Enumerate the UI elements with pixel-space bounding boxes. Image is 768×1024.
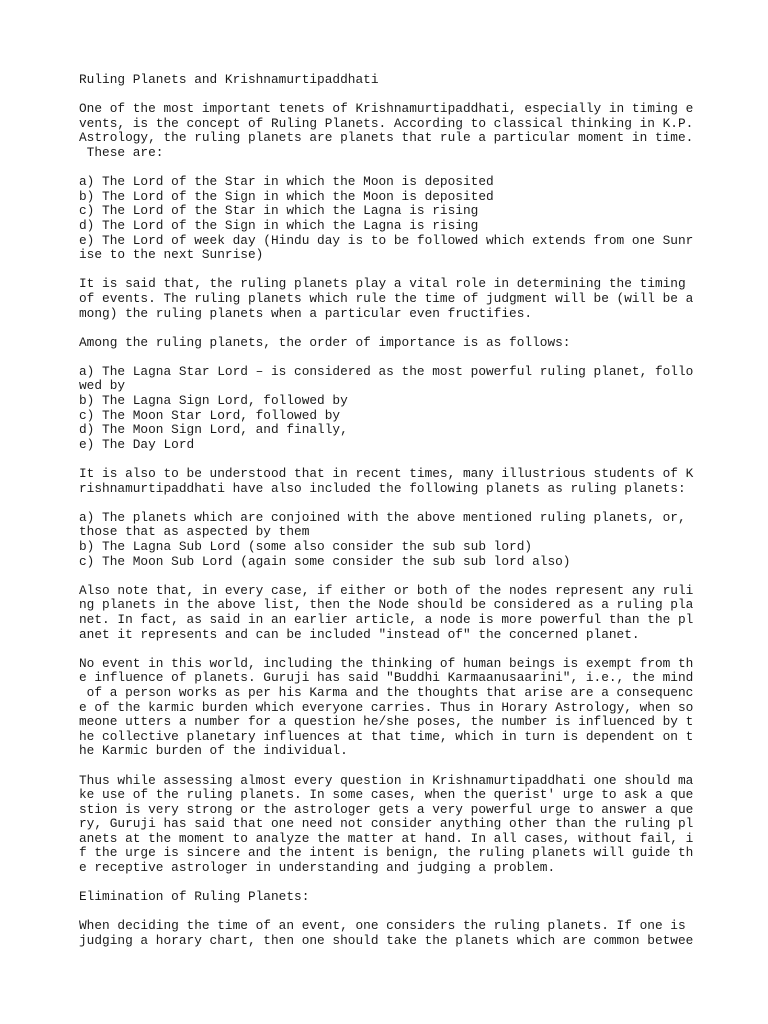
text-line: mong) the ruling planets when a particular even fructifies. xyxy=(79,305,533,321)
text-line: a) The Lagna Star Lord – is considered as the most powerful ruling planet, follo xyxy=(79,363,694,379)
section-heading xyxy=(79,890,699,905)
paragraph xyxy=(79,277,699,321)
text-line: vents, is the concept of Ruling Planets. According to classical thinking in K.P. xyxy=(79,115,694,131)
text-line: he collective planetary influences at that time, which in turn is dependent on t xyxy=(79,728,694,744)
text-line: net. In fact, as said in an earlier article, a node is more powerful than the pl xyxy=(79,611,694,627)
text-line: wed by xyxy=(79,378,126,394)
text-line: he Karmic burden of the individual. xyxy=(79,743,348,759)
paragraph xyxy=(79,511,699,569)
text-line: It is said that, the ruling planets play a vital role in determining the timing xyxy=(79,276,686,292)
text-line: Astrology, the ruling planets are planets that rule a particular moment in time. xyxy=(79,130,694,146)
text-line: It is also to be understood that in recent times, many illustrious students of K xyxy=(79,466,694,482)
text-line: c) The Lord of the Star in which the Lagna is rising xyxy=(79,203,479,219)
text-line: anet it represents and can be included "instead of" the concerned planet. xyxy=(79,626,640,642)
text-line: b) The Lagna Sign Lord, followed by xyxy=(79,393,348,409)
text-line: b) The Lagna Sub Lord (some also consider the sub sub lord) xyxy=(79,539,533,554)
text-line: Among the ruling planets, the order of importance is as follows: xyxy=(79,334,571,350)
text-line: judging a horary chart, then one should take the planets which are common betwee xyxy=(79,933,694,949)
text-line: ng planets in the above list, then the Node should be considered as a ruling pla xyxy=(79,597,694,613)
text-line: When deciding the time of an event, one considers the ruling planets. If one is xyxy=(79,918,686,934)
text-line: d) The Lord of the Sign in which the Lagna is rising xyxy=(79,217,479,233)
text-line: Elimination of Ruling Planets: xyxy=(79,889,310,905)
text-line: anets at the moment to analyze the matter at hand. In all cases, without fail, i xyxy=(79,830,694,846)
text-line: e) The Lord of week day (Hindu day is to be followed which extends from one Sunr xyxy=(79,232,694,248)
text-line: f the urge is sincere and the intent is benign, the ruling planets will guide th xyxy=(79,845,694,861)
text-line: No event in this world, including the thinking of human beings is exempt from th xyxy=(79,655,694,671)
paragraph xyxy=(79,102,699,160)
text-line: those that as aspected by them xyxy=(79,524,310,540)
paragraph xyxy=(79,657,699,759)
text-line: e influence of planets. Guruji has said "Buddhi Karmaanusaarini", i.e., the mind xyxy=(79,670,694,686)
text-line: Thus while assessing almost every question in Krishnamurtipaddhati one should ma xyxy=(79,772,694,788)
text-line: Ruling Planets and Krishnamurtipaddhati xyxy=(79,72,379,87)
document-title xyxy=(79,73,699,88)
text-line: One of the most important tenets of Krishnamurtipaddhati, especially in timing e xyxy=(79,101,694,117)
text-line: e) The Day Lord xyxy=(79,436,195,452)
text-line: a) The Lord of the Star in which the Moon is deposited xyxy=(79,174,494,190)
paragraph xyxy=(79,175,699,263)
paragraph xyxy=(79,336,699,351)
text-line: meone utters a number for a question he/she poses, the number is influenced by t xyxy=(79,714,694,730)
paragraph xyxy=(79,365,699,453)
text-line: of events. The ruling planets which rule the time of judgment will be (will be a xyxy=(79,290,694,306)
text-line: c) The Moon Sub Lord (again some consider the sub sub lord also) xyxy=(79,553,571,569)
paragraph xyxy=(79,584,699,642)
paragraph xyxy=(79,467,699,496)
text-line: d) The Moon Sign Lord, and finally, xyxy=(79,422,348,438)
text-line: ry, Guruji has said that one need not consider anything other than the ruling pl xyxy=(79,816,694,832)
text-line: e receptive astrologer in understanding and judging a problem. xyxy=(79,860,556,876)
text-line: a) The planets which are conjoined with the above mentioned ruling planets, or, xyxy=(79,509,686,525)
paragraph xyxy=(79,919,699,948)
text-line: stion is very strong or the astrologer gets a very powerful urge to answer a que xyxy=(79,801,694,817)
text-line: Also note that, in every case, if either or both of the nodes represent any ruli xyxy=(79,582,694,598)
text-line: of a person works as per his Karma and the thoughts that arise are a consequenc xyxy=(79,684,694,700)
text-line: e of the karmic burden which everyone carries. Thus in Horary Astrology, when so xyxy=(79,699,694,715)
text-line: c) The Moon Star Lord, followed by xyxy=(79,407,341,423)
text-line: ise to the next Sunrise) xyxy=(79,247,264,263)
text-line: b) The Lord of the Sign in which the Moon is deposited xyxy=(79,188,494,204)
document-page xyxy=(79,73,699,963)
text-line: ke use of the ruling planets. In some cases, when the querist' urge to ask a que xyxy=(79,787,694,803)
text-line: rishnamurtipaddhati have also included the following planets as ruling planets: xyxy=(79,480,686,496)
text-line: These are: xyxy=(79,144,164,160)
paragraph xyxy=(79,774,699,876)
